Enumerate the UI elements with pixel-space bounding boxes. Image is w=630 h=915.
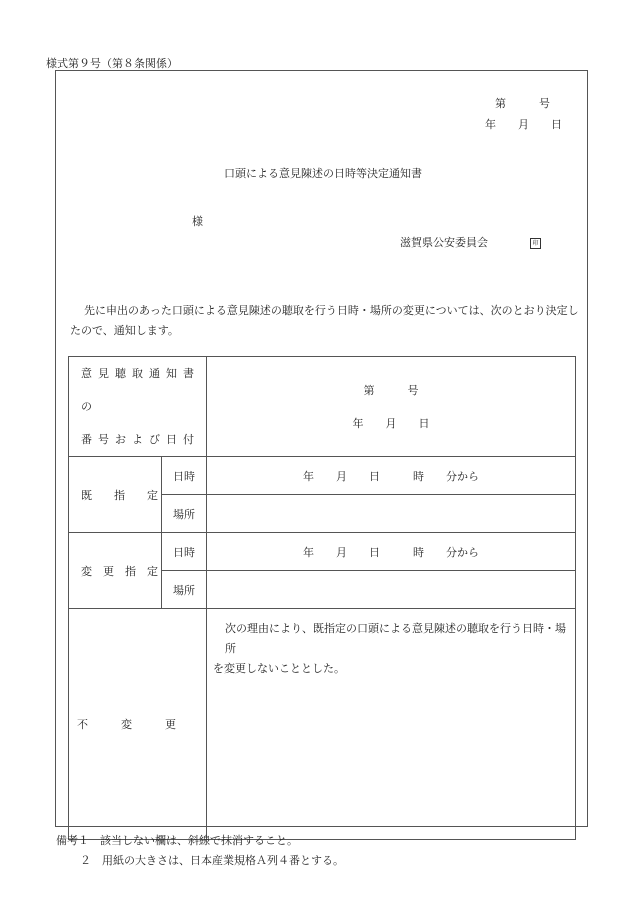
nochange-text-line1: 次の理由により、既指定の口頭による意見陳述の聴取を行う日時・場所 [225,622,566,655]
notice-label-cell [69,357,207,457]
document-date: 年 月 日 [485,118,562,131]
note-1: 備考１ 該当しない欄は、斜線で抹消すること。 [56,834,298,847]
seal-icon: 印 [530,238,541,249]
document-title: 口頭による意見陳述の日時等決定通知書 [224,167,422,180]
changed-datetime-label: 日時 [162,533,207,571]
addressee-suffix: 様 [192,215,203,228]
table-row [69,533,576,571]
notice-label-line2: 番号および日付 [81,433,200,446]
existing-label: 既 指 定 [69,457,162,533]
form-id-label: 様式第９号（第８条関係） [46,57,178,70]
existing-datetime-label: 日時 [162,457,207,495]
changed-label: 変 更 指 定 [69,533,162,609]
notice-date: 年 月 日 [352,416,430,430]
table-row [69,609,576,840]
notice-label-line1: 意見聴取通知書の [81,367,200,413]
seal-mark [530,235,541,249]
document-number: 第 号 [495,97,550,110]
issuer-name: 滋賀県公安委員会 [400,236,488,249]
existing-place-label: 場所 [162,495,207,533]
notice-value-cell [207,357,576,457]
form-table [68,356,576,840]
table-row [69,457,576,495]
nochange-text-line2: を変更しないこととした。 [213,662,345,675]
changed-place-value [207,571,576,609]
body-text-line2: たので、通知します。 [70,324,179,337]
note-2: ２ 用紙の大きさは、日本産業規格Ａ列４番とする。 [80,854,344,867]
existing-datetime-value: 年 月 日 時 分から [207,457,576,495]
table-row [69,357,576,457]
nochange-label: 不 変 更 [69,609,207,840]
changed-place-label: 場所 [162,571,207,609]
body-text-line1: 先に申出のあった口頭による意見陳述の聴取を行う日時・場所の変更については、次のとおり決定し [84,304,579,317]
nochange-reason-cell [207,609,576,840]
changed-datetime-value: 年 月 日 時 分から [207,533,576,571]
existing-place-value [207,495,576,533]
notice-number: 第 号 [363,383,419,397]
